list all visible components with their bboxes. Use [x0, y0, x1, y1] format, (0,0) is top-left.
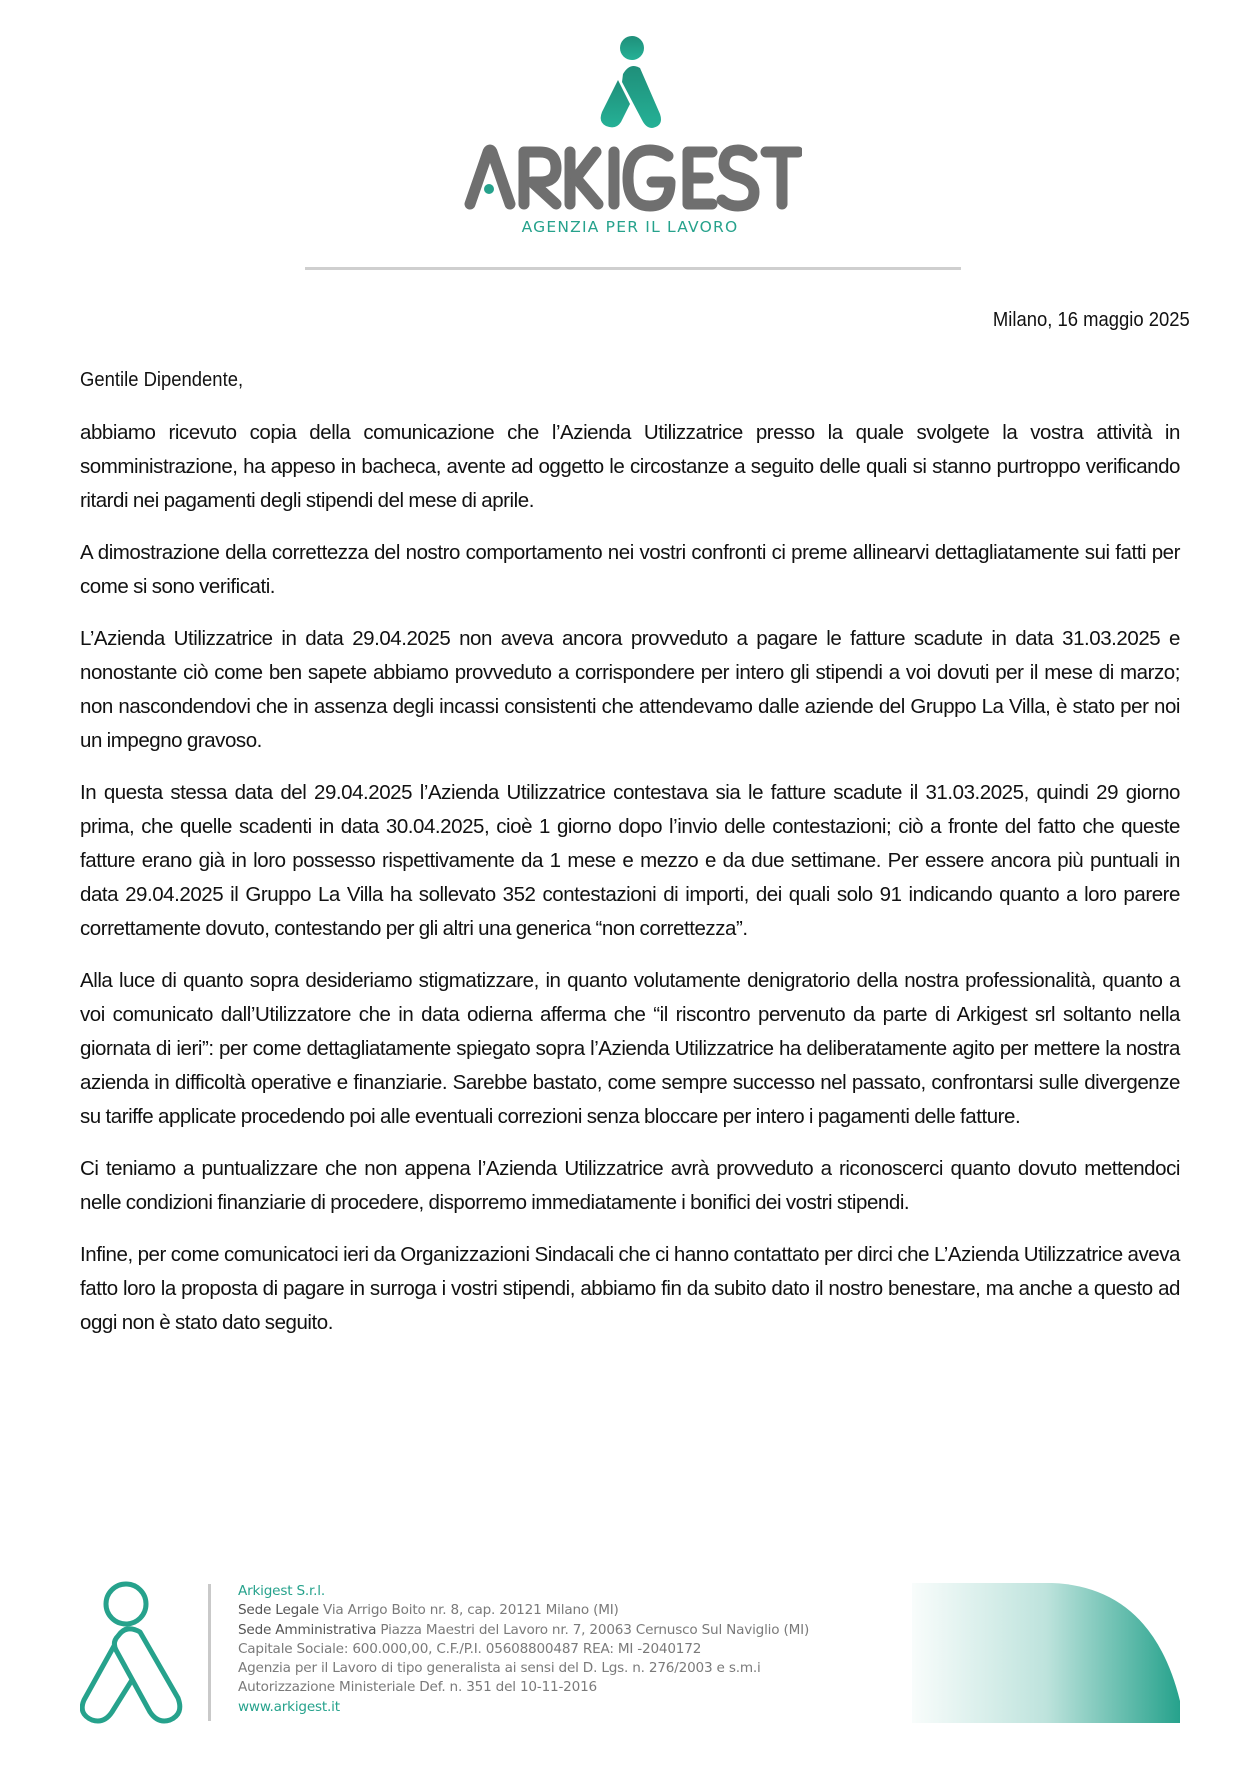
paragraph-3: L’Azienda Utilizzatrice in data 29.04.2025 non aveva ancora provveduto a pagare le fatture scadute in data 31.03.2025 e nonostante ciò come ben sapete abbiamo provveduto a corrispondere per intero gli stipendi a voi dovuti per il mese di marzo; non nascondendovi che in assenza degli incassi consistenti che attendevamo dalle aziende del Gruppo La Villa, è stato per noi un impegno gravoso. — [80, 627, 1180, 752]
footer-website-link[interactable]: www.arkigest.it — [238, 1698, 340, 1715]
paragraph-4: In questa stessa data del 29.04.2025 l’Azienda Utilizzatrice contestava sia le fatture scadute il 31.03.2025, quindi 29 giorno prima, che quelle scadenti in data 30.04.2025, cioè 1 giorno dopo l’invio delle contestazioni; ciò a fronte del fatto che queste fatture erano già in loro possesso rispettivamente da 1 mese e mezzo e da due settimane. Per essere ancora più puntuali in data 29.04.2025 il Gruppo La Villa ha sollevato 352 contestazioni di importi, dei quali solo 91 indicando quanto a loro parere correttamente dovuto, contestando per gli altri una generica “non correttezza”. — [80, 781, 1180, 940]
paragraph-2: A dimostrazione della correttezza del nostro comportamento nei vostri confronti ci preme allinearvi dettagliatamente sui fatti per come si sono verificati. — [80, 541, 1180, 598]
footer-line-agenzia: Agenzia per il Lavoro di tipo generalista ai sensi del D. Lgs. n. 276/2003 e s.m.i — [238, 1660, 761, 1677]
paragraph-5: Alla luce di quanto sopra desideriamo stigmatizzare, in quanto volutamente denigratorio della nostra professionalità, quanto a voi comunicato dall’Utilizzatore che in data odierna afferma che “il riscontro pervenuto da parte di Arkigest srl soltanto nella giornata di ieri”: per come dettagliatamente spiegato sopra l’Azienda Utilizzatrice ha deliberatamente agito per mettere la nostra azienda in difficoltà operative e finanziarie. Sarebbe bastato, come sempre successo nel passato, confrontarsi sulle divergenze su tariffe applicate procedendo poi alle eventuali correzioni senza bloccare per intero i pagamenti delle fatture. — [80, 969, 1180, 1128]
arkigest-figure-logo-icon — [596, 36, 666, 132]
letter-date: Milano, 16 maggio 2025 — [993, 308, 1190, 331]
arkigest-wordmark — [462, 142, 802, 212]
footer-value: Via Arrigo Boito nr. 8, cap. 20121 Milano (MI) — [318, 1602, 619, 1619]
footer-line-sede-legale — [238, 1601, 809, 1620]
logo-tagline: AGENZIA PER IL LAVORO — [521, 218, 739, 236]
footer-company-name: Arkigest S.r.l. — [238, 1583, 325, 1599]
paragraph-1: abbiamo ricevuto copia della comunicazione che l’Azienda Utilizzatrice presso la quale svolgete la vostra attività in somministrazione, ha appeso in bacheca, avente ad oggetto le circostanze a seguito delle quali si stanno purtroppo verificando ritardi nei pagamenti degli stipendi del mese di aprile. — [80, 421, 1180, 512]
footer-label: Sede Legale — [238, 1602, 319, 1619]
arkigest-outline-figure-icon — [80, 1580, 190, 1730]
footer-divider — [208, 1584, 211, 1721]
paragraph-6: Ci teniamo a puntualizzare che non appena l’Azienda Utilizzatrice avrà provveduto a riconoscerci quanto dovuto mettendoci nelle condizioni finanziarie di procedere, disporremo immediatamente i bonifici dei vostri stipendi. — [80, 1157, 1180, 1214]
footer-company-info — [238, 1582, 809, 1717]
footer-label: Sede Amministrativa — [238, 1621, 377, 1638]
paragraph-7: Infine, per come comunicatoci ieri da Organizzazioni Sindacali che ci hanno contattato per dirci che L’Azienda Utilizzatrice aveva fatto loro la proposta di pagare in surroga i vostri stipendi, abbiamo fin da subito dato il nostro benestare, ma anche a questo ad oggi non è stato dato seguito. — [80, 1243, 1180, 1334]
footer-line-sede-amministrativa — [238, 1621, 809, 1640]
footer-value: Piazza Maestri del Lavoro nr. 7, 20063 Cernusco Sul Naviglio (MI) — [376, 1621, 810, 1638]
letter-body — [80, 416, 1180, 1358]
header-divider — [305, 267, 961, 270]
letter-salutation: Gentile Dipendente, — [80, 368, 244, 391]
footer-line-capitale: Capitale Sociale: 600.000,00, C.F./P.I. 05608800487 REA: MI -2040172 — [238, 1640, 702, 1657]
footer-line-autorizzazione: Autorizzazione Ministeriale Def. n. 351 del 10-11-2016 — [238, 1679, 597, 1696]
footer-decorative-wave — [912, 1583, 1180, 1723]
header-logo — [0, 30, 1260, 240]
